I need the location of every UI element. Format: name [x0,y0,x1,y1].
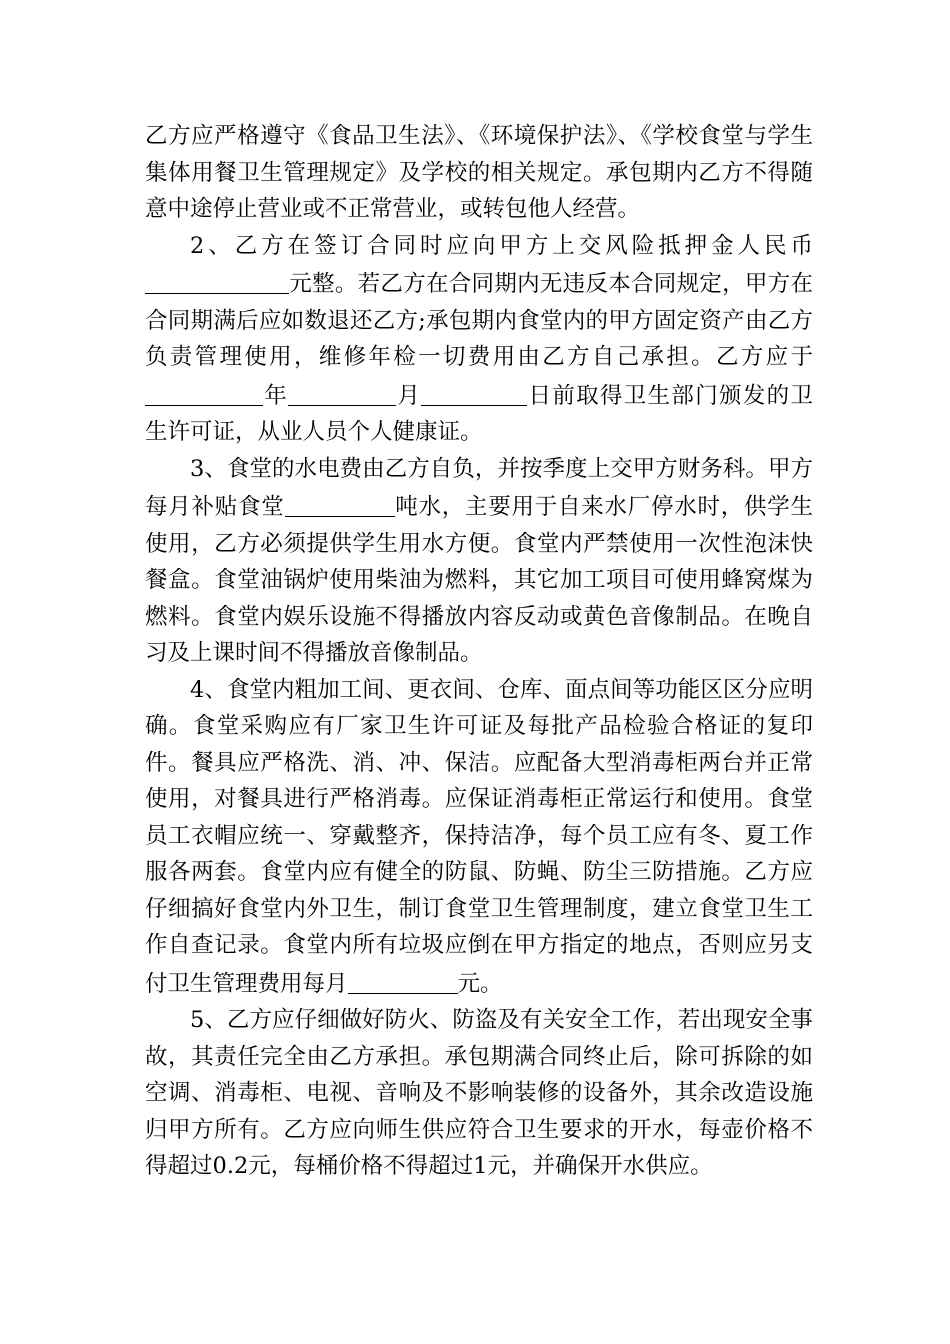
deposit-amount-blank [145,267,267,294]
clause-2-text-3: 年 [263,382,289,409]
clause-4-text-2: 元。 [457,970,503,997]
clause-3 [145,451,813,672]
license-month-blank [288,379,320,406]
clause-2-text-5: 日前取得卫生部门颁发的卫生许可证，从业人员个人健康证。 [145,382,813,445]
clause-3-text-2: 吨水，主要用于自来水厂停水时，供学生使用，乙方必须提供学生用水方便。食堂内严禁使用一次性泡沫快餐盒。食堂油锅炉使用柴油为燃料，其它加工项目可使用蜂窝煤为燃料。食堂内娱乐设施不得播放内容反动或黄色音像制品。在晚自习及上课时间不得播放音像制品。 [145,494,813,666]
clause-2-text-1: 2、乙方在签订合同时应向甲方上交风险抵押金人民币 [190,232,813,259]
clause-5: 5、乙方应仔细做好防火、防盗及有关安全工作，若出现安全事故，其责任完全由乙方承担。承包期满合同终止后，除可拆除的如空调、消毒柜、电视、音响及不影响装修的设备外，其余改造设施归甲方所有。乙方应向师生供应符合卫生要求的开水，每壶价格不得超过0.2元，每桶价格不得超过1元，并确保开水供应。 [145,1007,813,1179]
clause-2 [145,228,813,451]
license-day-blank [421,379,527,406]
license-year-blank [145,379,263,406]
clause-4-text-1: 4、食堂内粗加工间、更衣间、仓库、面点间等功能区区分应明确。食堂采购应有厂家卫生许可证及每批产品检验合格证的复印件。餐具应严格洗、消、冲、保洁。应配备大型消毒柜两台并正常使用，对餐具进行严格消毒。应保证消毒柜正常运行和使用。食堂员工衣帽应统一、穿戴整齐，保持洁净，每个员工应有冬、夏工作服各两套。食堂内应有健全的防鼠、防蝇、防尘三防措施。乙方应仔细搞好食堂内外卫生，制订食堂卫生管理制度，建立食堂卫生工作自查记录。食堂内所有垃圾应倒在甲方指定的地点，否则应另支付卫生管理费用每月 [145,676,813,997]
water-subsidy-blank [285,490,395,517]
contract-page [145,118,813,1185]
hygiene-fee-blank [348,967,458,994]
deposit-amount-blank-cont [267,267,289,294]
clause-2-text-4: 月 [396,382,422,409]
license-month-blank-cont [320,379,396,406]
clause-2-text-2: 元整。若乙方在合同期内无违反本合同规定，甲方在合同期满后应如数退还乙方;承包期内食堂内的甲方固定资产由乙方负责管理使用，维修年检一切费用由乙方自己承担。乙方应于 [145,271,813,370]
clause-4 [145,672,813,1003]
clause-3-text-1: 3、食堂的水电费由乙方自负，并按季度上交甲方财务科。甲方每月补贴食堂 [145,455,813,520]
clause-1-continuation: 乙方应严格遵守《食品卫生法》、《环境保护法》、《学校食堂与学生集体用餐卫生管理规定》及学校的相关规定。承包期内乙方不得随意中途停止营业或不正常营业，或转包他人经营。 [145,123,813,222]
